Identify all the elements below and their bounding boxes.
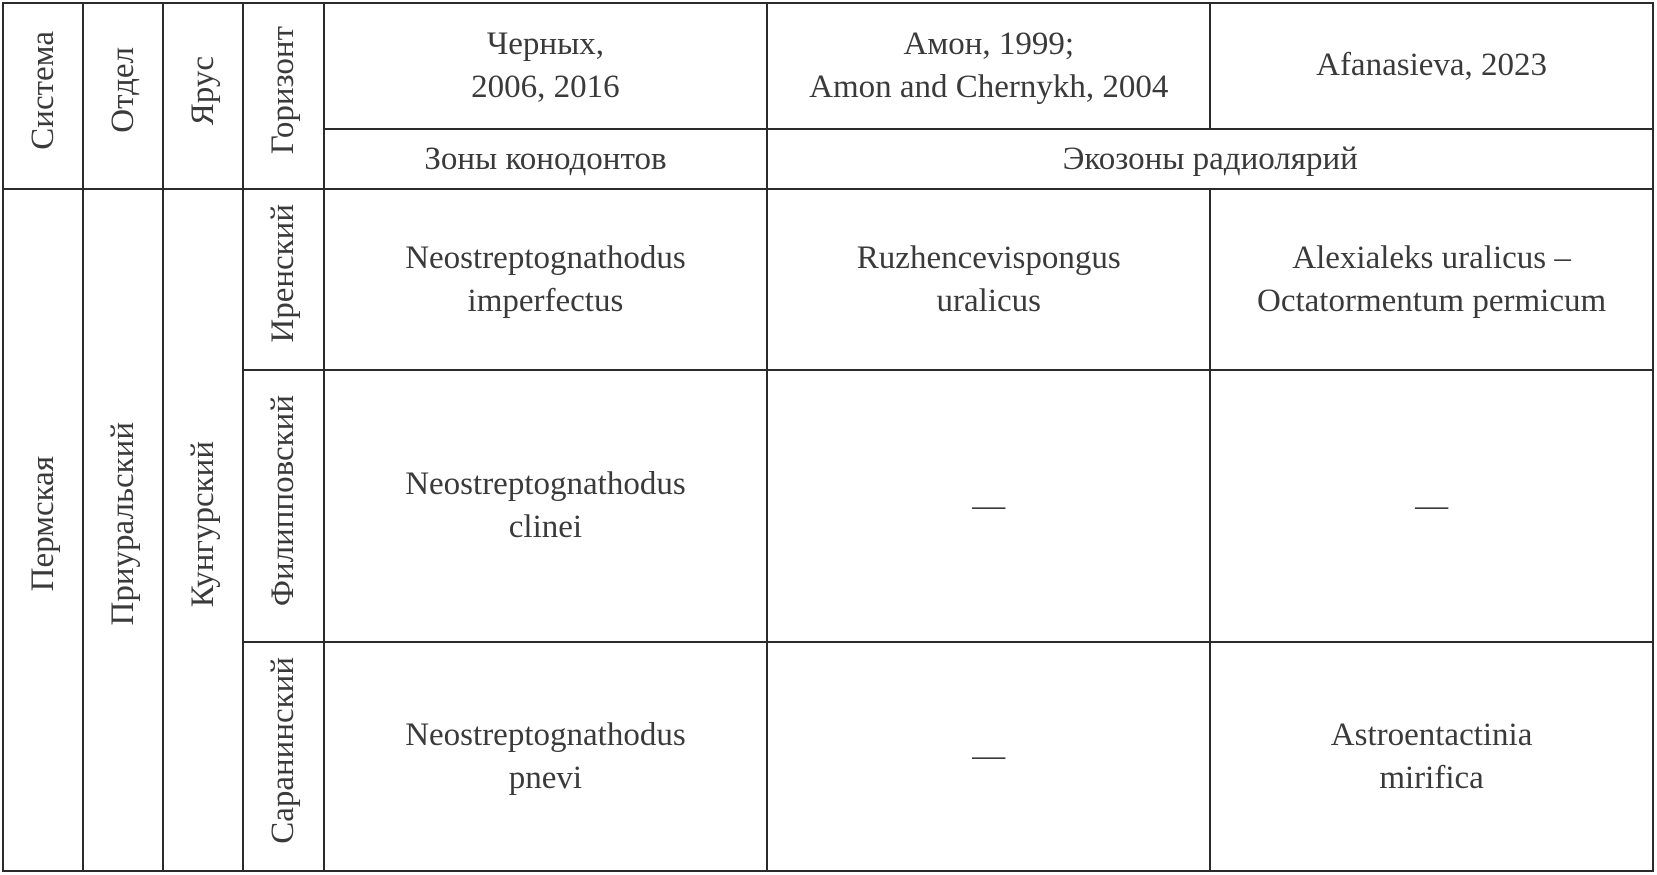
header-system: Система [25,30,62,150]
horizon-value: Иренский [265,204,302,344]
header-row-sources [3,3,1653,129]
afanasieva-ecozone-cell [1210,370,1653,642]
conodont-zone-line1: Neostreptognathodus [405,466,686,503]
source-afanasieva: Afanasieva, 2023 [1316,47,1548,84]
header-system-cell [3,3,83,189]
horizon-value: Филипповский [265,394,302,606]
radiolarian-ecozones-header-cell [767,129,1653,189]
afanasieva-ecozone-cell [1210,642,1653,871]
amon-ecozone-cell [767,642,1210,871]
conodont-zone-line2: imperfectus [467,282,624,319]
conodont-zone-line2: pnevi [508,759,583,796]
afanasieva-ecozone-line2: mirifica [1379,759,1484,796]
table-row [3,642,1653,871]
amon-ecozone-cell [767,370,1210,642]
conodont-zone-cell [324,370,768,642]
header-stage: Ярус [185,55,222,125]
afanasieva-ecozone-line1: Alexialeks uralicus – [1292,239,1571,276]
source-afanasieva-cell [1210,3,1653,129]
afanasieva-ecozone-line2: Octatormentum permicum [1257,282,1607,319]
conodont-zones-header-cell [324,129,768,189]
source-amon-cell [767,3,1210,129]
source-amon-line1: Амон, 1999; [903,25,1075,62]
afanasieva-ecozone-empty-dash: — [1415,487,1449,524]
header-stage-cell [163,3,243,189]
system-value: Пермская [25,456,62,592]
amon-ecozone-line1: Ruzhencevispongus [856,239,1121,276]
amon-ecozone-cell [767,189,1210,370]
header-series-cell [83,3,163,189]
afanasieva-ecozone-line1: Astroentactinia [1330,716,1533,753]
header-horizon: Горизонт [265,26,302,155]
conodont-zone-cell [324,642,768,871]
horizon-cell [243,370,323,642]
horizon-cell [243,642,323,871]
conodont-zone-line1: Neostreptognathodus [405,239,686,276]
header-horizon-cell [243,3,323,189]
system-cell [3,189,83,871]
stage-cell [163,189,243,871]
amon-ecozone-line2: uralicus [936,282,1041,319]
conodont-zone-cell [324,189,768,370]
radiolarian-ecozones-header: Экозоны радиолярий [1062,140,1358,177]
stage-value: Кунгурский [185,441,222,608]
conodont-zones-header: Зоны конодонтов [424,140,667,177]
conodont-zone-line1: Neostreptognathodus [405,716,686,753]
table-row [3,370,1653,642]
series-cell [83,189,163,871]
conodont-zone-line2: clinei [508,509,583,546]
source-chernykh-line2: 2006, 2016 [471,68,620,105]
amon-ecozone-empty-dash: — [972,487,1006,524]
amon-ecozone-empty-dash: — [972,738,1006,775]
source-chernykh-cell [324,3,768,129]
series-value: Приуральский [105,422,142,626]
horizon-cell [243,189,323,370]
afanasieva-ecozone-cell [1210,189,1653,370]
table-row [3,189,1653,370]
source-chernykh-line1: Черных, [486,25,605,62]
header-series: Отдел [105,47,142,133]
horizon-value: Саранинский [265,657,302,845]
stratigraphy-table [2,2,1654,872]
source-amon-line2: Amon and Chernykh, 2004 [809,68,1169,105]
